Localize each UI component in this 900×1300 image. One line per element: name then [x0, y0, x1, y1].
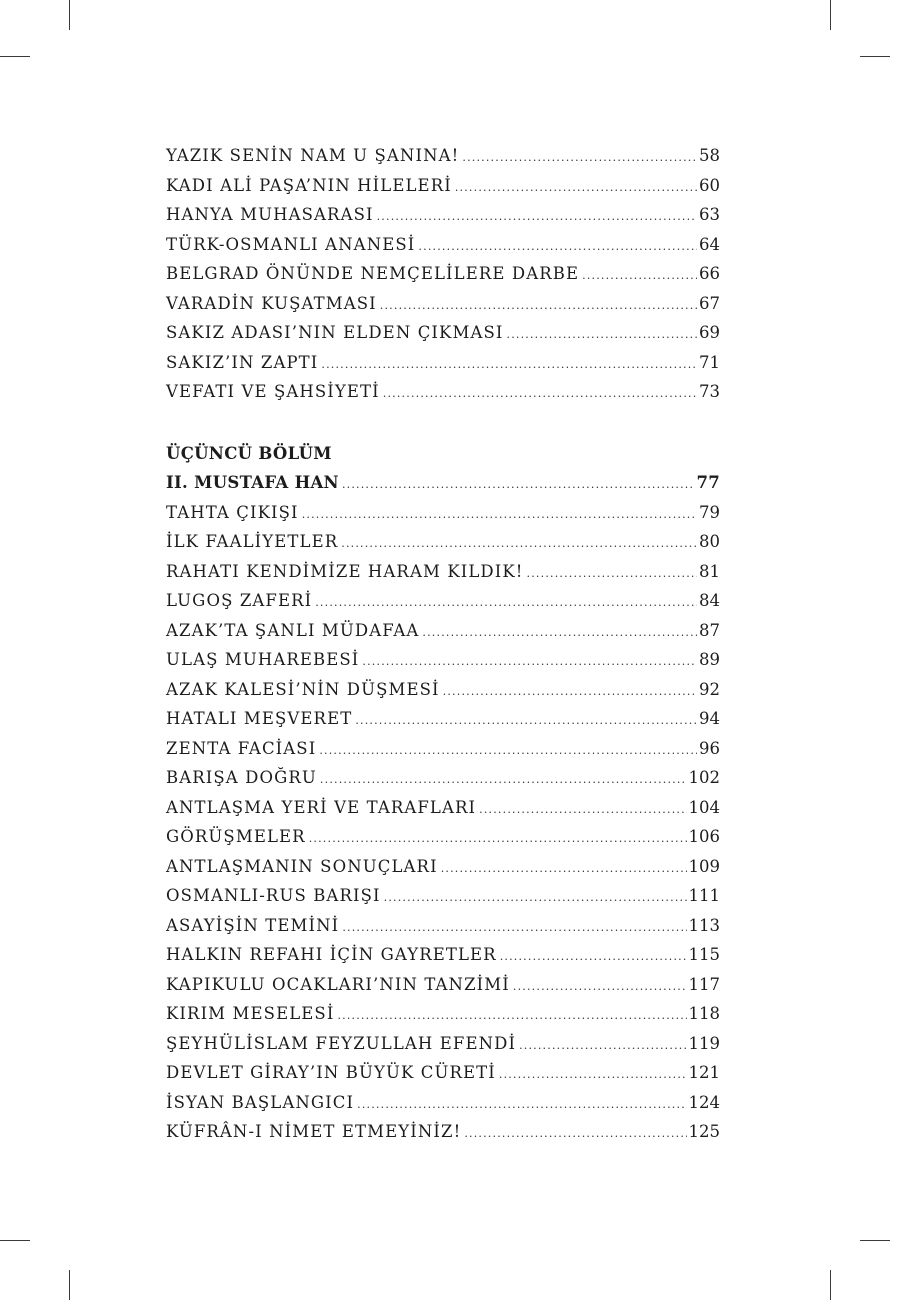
- toc-entry-page: 71: [699, 352, 720, 372]
- toc-entry-page: 81: [699, 561, 720, 581]
- dot-leader: [499, 1068, 687, 1081]
- toc-entry: [166, 353, 720, 383]
- crop-mark-bottom-left-vertical: [69, 1270, 70, 1300]
- dot-leader: [355, 714, 697, 727]
- crop-mark-bottom-right-horizontal: [860, 1240, 890, 1241]
- toc-entry-page: 124: [688, 1092, 720, 1112]
- dot-leader: [513, 980, 687, 993]
- toc-entry-page: 102: [688, 768, 720, 787]
- dot-leader: [380, 299, 697, 312]
- dot-leader: [455, 181, 697, 194]
- toc-entry: [166, 916, 720, 946]
- dot-leader: [341, 537, 697, 550]
- toc-entry: [166, 650, 720, 680]
- toc-entry: [166, 562, 720, 592]
- toc-entry: [166, 680, 720, 710]
- toc-entry-title: ANTLAŞMANIN SONUÇLARI: [166, 856, 438, 876]
- toc-entry: [166, 1063, 720, 1093]
- toc-entry-title: SAKIZ’IN ZAPTI: [166, 352, 319, 372]
- toc-entry: [166, 827, 720, 857]
- dot-leader: [321, 358, 697, 371]
- toc-entry: [166, 205, 720, 235]
- toc-entry-title: HATALI MEŞVERET: [166, 709, 353, 728]
- toc-entry: [166, 886, 720, 916]
- dot-leader: [337, 1009, 686, 1022]
- toc-entry: [166, 1093, 720, 1123]
- toc-entry: [166, 1004, 720, 1034]
- dot-leader: [418, 240, 697, 253]
- dot-leader: [441, 862, 687, 875]
- toc-entry-page: 69: [699, 323, 720, 342]
- toc-entry-page: 115: [688, 945, 720, 964]
- toc-entry-page: 113: [688, 915, 720, 935]
- toc-entry: [166, 382, 720, 412]
- toc-entry-page: 118: [688, 1004, 720, 1023]
- toc-entry-title: HALKIN REFAHI İÇİN GAYRETLER: [166, 945, 497, 964]
- dot-leader: [519, 1039, 686, 1052]
- toc-entry-page: 106: [688, 827, 720, 846]
- dot-leader: [302, 508, 697, 521]
- toc-entry-title: ULAŞ MUHAREBESİ: [166, 650, 360, 669]
- toc-entry-title: KIRIM MESELESİ: [166, 1004, 335, 1023]
- toc-entry-page: 109: [688, 856, 720, 876]
- toc-entry: [166, 264, 720, 294]
- dot-leader: [377, 210, 697, 223]
- toc-entry: [166, 176, 720, 206]
- dot-leader: [479, 803, 686, 816]
- toc-entry: [166, 235, 720, 265]
- toc-entry-title: KAPIKULU OCAKLARI’NIN TANZİMİ: [166, 974, 510, 994]
- toc-entry-title: DEVLET GİRAY’IN BÜYÜK CÜRETİ: [166, 1063, 496, 1082]
- toc-entry: [166, 1034, 720, 1064]
- table-of-contents: [166, 146, 720, 1152]
- toc-entry-page: 104: [688, 797, 720, 817]
- toc-entry-page: 77: [696, 473, 720, 492]
- toc-entry-title: KÜFRÂN-I NİMET ETMEYİNİZ!: [166, 1122, 462, 1141]
- dot-leader: [383, 387, 697, 400]
- crop-mark-top-right-vertical: [830, 0, 831, 30]
- toc-entry-title: GÖRÜŞMELER: [166, 827, 306, 846]
- toc-entry-title: VARADİN KUŞATMASI: [166, 293, 377, 313]
- toc-entry-page: 84: [699, 591, 720, 610]
- toc-entry: [166, 739, 720, 769]
- toc-entry: [166, 975, 720, 1005]
- toc-entry-page: 58: [699, 146, 720, 165]
- toc-entry-title: OSMANLI-RUS BARIŞI: [166, 886, 381, 905]
- dot-leader: [464, 1127, 686, 1140]
- crop-mark-top-left-vertical: [69, 0, 70, 30]
- dot-leader: [309, 832, 687, 845]
- toc-entry-page: 96: [699, 738, 720, 758]
- toc-entry-title: ASAYİŞİN TEMİNİ: [166, 915, 340, 935]
- toc-entry: [166, 709, 720, 739]
- toc-entry-title: AZAK’TA ŞANLI MÜDAFAA: [166, 620, 420, 640]
- dot-leader: [462, 151, 697, 164]
- dot-leader: [342, 478, 694, 491]
- toc-entry-page: 80: [699, 532, 720, 551]
- toc-entry-title: ANTLAŞMA YERİ VE TARAFLARI: [166, 797, 477, 817]
- toc-entry: [166, 945, 720, 975]
- crop-mark-bottom-right-vertical: [830, 1270, 831, 1300]
- toc-entry-page: 67: [699, 293, 720, 313]
- dot-leader: [319, 744, 697, 757]
- toc-entry-title: ZENTA FACİASI: [166, 738, 317, 758]
- toc-entry: [166, 591, 720, 621]
- toc-entry-page: 64: [699, 234, 720, 254]
- toc-entry-title: VEFATI VE ŞAHSİYETİ: [166, 382, 380, 401]
- toc-entry-title: SAKIZ ADASI’NIN ELDEN ÇIKMASI: [166, 323, 504, 342]
- dot-leader: [320, 773, 687, 786]
- toc-entry-page: 119: [688, 1033, 720, 1053]
- toc-entry-page: 92: [699, 679, 720, 699]
- toc-entry-page: 60: [699, 175, 720, 195]
- toc-entry: [166, 294, 720, 324]
- toc-entry-title: LUGOŞ ZAFERİ: [166, 591, 313, 610]
- toc-entry-title: YAZIK SENİN NAM U ŞANINA!: [166, 146, 460, 165]
- toc-entry: [166, 857, 720, 887]
- toc-entry-page: 94: [699, 709, 720, 728]
- crop-mark-top-left-horizontal: [0, 56, 30, 57]
- dot-leader: [384, 891, 687, 904]
- toc-entry: [166, 532, 720, 562]
- dot-leader: [357, 1098, 686, 1111]
- crop-mark-top-right-horizontal: [860, 56, 890, 57]
- dot-leader: [507, 328, 698, 341]
- dot-leader: [500, 950, 687, 963]
- dot-leader: [362, 655, 697, 668]
- toc-entry-title: TAHTA ÇIKIŞI: [166, 502, 299, 522]
- toc-entry-title: BELGRAD ÖNÜNDE NEMÇELİLERE DARBE: [166, 264, 580, 283]
- toc-main-entry: [166, 473, 720, 503]
- toc-entry-page: 73: [699, 382, 720, 401]
- toc-entry: [166, 323, 720, 353]
- toc-entry-title: KADI ALİ PAŞA’NIN HİLELERİ: [166, 175, 452, 195]
- dot-leader: [443, 685, 697, 698]
- toc-entry-title: HANYA MUHASARASI: [166, 205, 374, 224]
- toc-entry: [166, 146, 720, 176]
- toc-section-chapter-three: [166, 503, 720, 1152]
- toc-entry-page: 125: [688, 1122, 720, 1141]
- chapter-heading: ÜÇÜNCÜ BÖLÜM: [166, 443, 332, 463]
- toc-entry-title: İLK FAALİYETLER: [166, 532, 339, 551]
- toc-entry-page: 63: [699, 205, 720, 224]
- dot-leader: [342, 921, 686, 934]
- toc-entry-title: II. MUSTAFA HAN: [166, 473, 339, 492]
- toc-entry-title: AZAK KALESİ’NİN DÜŞMESİ: [166, 679, 440, 699]
- toc-entry-page: 111: [688, 886, 720, 905]
- dot-leader: [422, 626, 697, 639]
- crop-mark-bottom-left-horizontal: [0, 1240, 30, 1241]
- toc-entry: [166, 621, 720, 651]
- toc-section-continued: [166, 146, 720, 412]
- toc-entry-page: 89: [699, 650, 720, 669]
- dot-leader: [582, 269, 697, 282]
- toc-entry-page: 87: [699, 620, 720, 640]
- toc-entry: [166, 503, 720, 533]
- toc-entry-page: 117: [688, 974, 720, 994]
- dot-leader: [527, 567, 697, 580]
- toc-entry: [166, 1122, 720, 1152]
- dot-leader: [315, 596, 697, 609]
- toc-entry-page: 121: [688, 1063, 720, 1082]
- toc-entry: [166, 768, 720, 798]
- toc-entry-title: BARIŞA DOĞRU: [166, 768, 317, 787]
- toc-entry-title: TÜRK-OSMANLI ANANESİ: [166, 234, 416, 254]
- toc-entry-title: RAHATI KENDİMİZE HARAM KILDIK!: [166, 561, 524, 581]
- toc-entry-title: İSYAN BAŞLANGICI: [166, 1092, 355, 1112]
- toc-entry-title: ŞEYHÜLİSLAM FEYZULLAH EFENDİ: [166, 1033, 517, 1053]
- toc-entry-page: 79: [699, 502, 720, 522]
- toc-entry-page: 66: [699, 264, 720, 283]
- toc-entry: [166, 798, 720, 828]
